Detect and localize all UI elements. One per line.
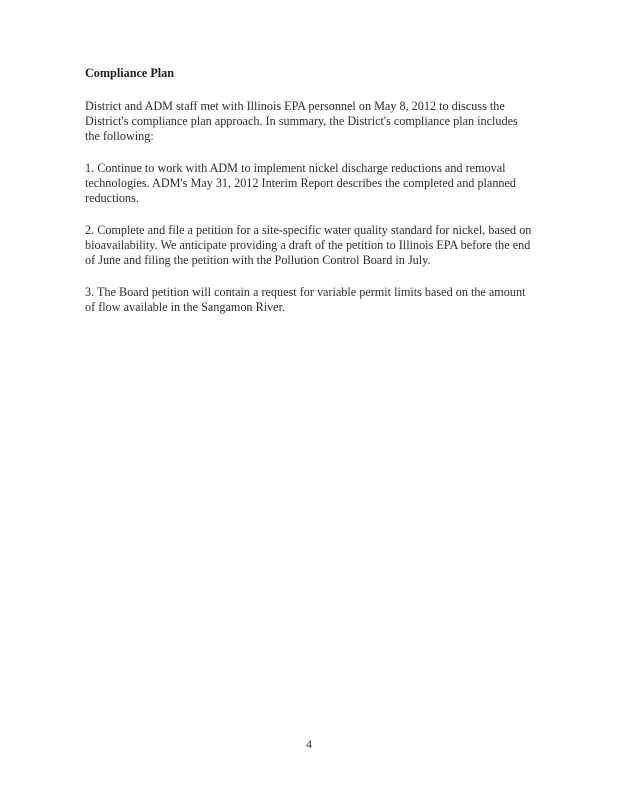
plan-item-3: 3. The Board petition will contain a request for variable permit limits based on the amount of flow available in the Sangamon River.: [85, 285, 526, 314]
page-number: 4: [306, 737, 312, 751]
section-heading: Compliance Plan: [85, 66, 175, 80]
plan-item-1: 1. Continue to work with ADM to implement nickel discharge reductions and removal technologies. ADM's May 31, 2012 Interim Report describes the completed and planned reductions.: [85, 161, 517, 205]
intro-paragraph: District and ADM staff met with Illinois EPA personnel on May 8, 2012 to discuss the District's compliance plan approach. In summary, the District's compliance plan includes the following:: [85, 99, 518, 143]
document-body: [85, 66, 535, 332]
plan-item-2: 2. Complete and file a petition for a site-specific water quality standard for nickel, based on bioavailability. We anticipate providing a draft of the petition to Illinois EPA before the end of June and filing the petition with the Pollution Control Board in July.: [85, 223, 532, 267]
